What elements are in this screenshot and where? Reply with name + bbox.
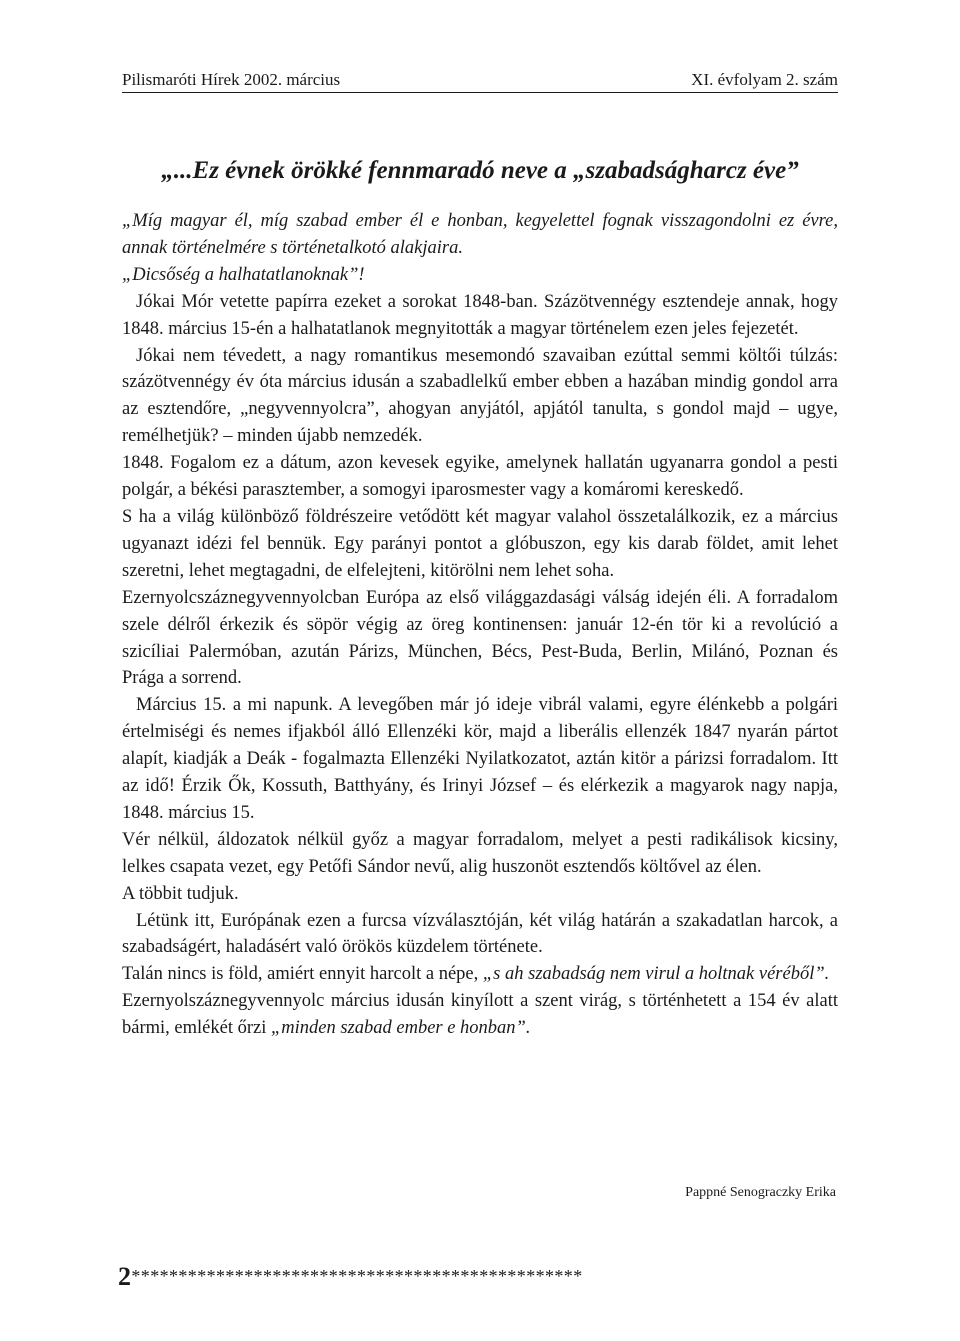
paragraph-text: Ezernyolszáznegyvennyolc március idusán kinyílott a szent virág, s történhetett a 154 év alatt bármi, emlékét őrzi xyxy=(122,991,838,1039)
paragraph: A többit tudjuk. xyxy=(122,883,239,904)
article-title: „...Ez évnek örökké fennmaradó neve a „szabadságharcz éve” xyxy=(161,157,799,184)
publication-title: Pilismaróti Hírek 2002. március xyxy=(122,70,341,89)
paragraph: Március 15. a mi napunk. A levegőben már jó ideje vibrál valami, egyre élénkebb a polgári értelmiségi és nemes ifjakból álló Ellenzéki kör, majd a liberális ellenzék 1847 nyarán pártot alapít, kiadják a Deák - fogalmazta Ellenzéki Nyilatkozatot, aztán kitör a párizsi forradalom. Itt az idő! Érzik Ők, Kossuth, Batthyány, és Irinyi József – és elérkezik a magyarok nagy napja, 1848. március 15. xyxy=(122,695,838,823)
paragraph: 1848. Fogalom ez a dátum, azon kevesek egyike, amelynek hallatán ugyanarra gondol a pesti polgár, a békési parasztember, a somogyi iparosmester vagy a komáromi kereskedő. xyxy=(122,453,838,501)
page-number: 2 xyxy=(118,1262,132,1291)
paragraph: S ha a világ különböző földrészeire vetődött két magyar valahol összetalálkozik, ez a március ugyanazt idézi fel bennük. Egy parányi pontot a glóbuszon, egy kis darab földet, amit lehet szeretni, lehet megtagadni, de elfelejteni, kitörölni nem lehet soha. xyxy=(122,506,838,581)
paragraph: Létünk itt, Európának ezen a furcsa vízválasztóján, két világ határán a szakadatlan harcok, a szabadságért, haladásért való örökös küzdelem története. xyxy=(122,910,838,958)
paragraph: Jókai nem tévedett, a nagy romantikus mesemondó szavaiban ezúttal semmi költői túlzás: százötvennégy év óta március idusán a szabadlelkű ember ebben a hazában mindig gondol arra az esztendőre, „negyvennyolcra”, ahogyan anyjától, apjától tanulta, s gondol majd – ugye, remélhetjük? – minden újabb nemzedék. xyxy=(122,345,838,447)
closing-quote: „minden szabad ember e honban”. xyxy=(270,1018,531,1039)
paragraph xyxy=(122,988,838,1042)
paragraph: Ezernyolcszáznegyvennyolcban Európa az első világgazdasági válság idején éli. A forradalom szele délről érkezik és söpör végig az öreg kontinensen: január 12-én tör ki a revolúció a szicíliai Palermóban, azután Párizs, München, Bécs, Pest-Buda, Berlin, Milánó, Poznan és Prága a sorrend. xyxy=(122,587,838,689)
opening-quote: „Míg magyar él, míg szabad ember él e honban, kegyelettel fognak visszagondolni ez évre, annak történelmére s történetalkotó alakjaira. xyxy=(122,211,838,258)
glory-quote: „Dicsőség a halhatatlanoknak”! xyxy=(122,264,365,285)
page-footer xyxy=(118,1262,838,1292)
paragraph xyxy=(122,961,838,988)
petofi-quote: „s ah szabadság nem virul a holtnak véréből”. xyxy=(482,964,830,985)
running-header xyxy=(122,70,838,93)
volume-issue: XI. évfolyam 2. szám xyxy=(691,70,838,89)
paragraph-text: Talán nincs is föld, amiért ennyit harcolt a népe, xyxy=(122,964,483,985)
paragraph: Vér nélkül, áldozatok nélkül győz a magyar forradalom, melyet a pesti radikálisok kicsiny, lelkes csapata vezet, egy Petőfi Sándor nevű, alig huszonöt esztendős költővel az élen. xyxy=(122,829,838,877)
author-signature: Pappné Senograczky Erika xyxy=(685,1185,836,1200)
article-body xyxy=(122,208,838,1042)
paragraph: Jókai Mór vetette papírra ezeket a sorokat 1848-ban. Százötvennégy esztendeje annak, hogy 1848. március 15-én a halhatatlanok megnyitották a magyar történelem ezen jeles fejezetét. xyxy=(122,291,838,339)
footer-star-rule: ************************************************ xyxy=(131,1266,583,1286)
